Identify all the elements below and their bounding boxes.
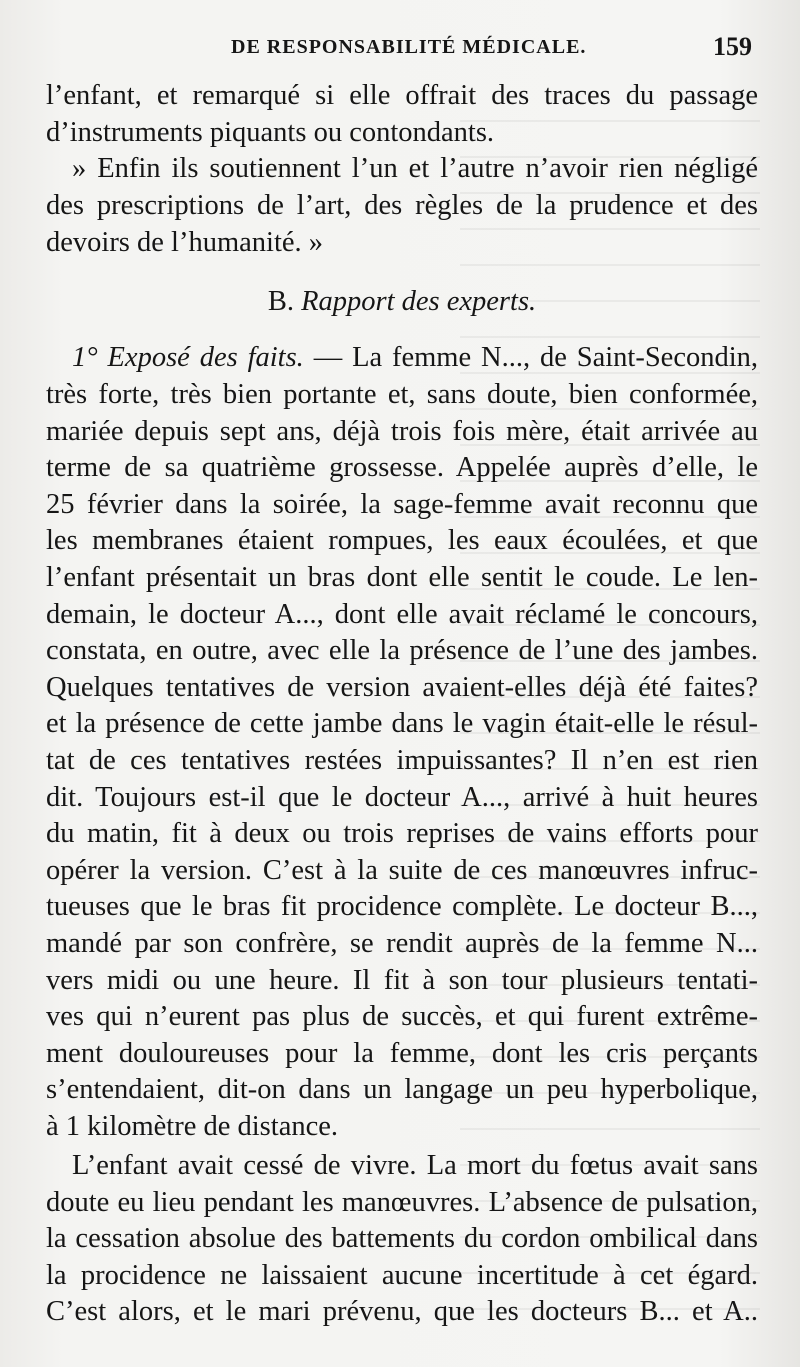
text-line: doute eu lieu pendant les manœuvres. L’absence de pulsation, <box>46 1186 758 1218</box>
section-letter: B. <box>267 286 294 317</box>
page-number: 159 <box>713 32 752 61</box>
text-line: l’enfant présentait un bras dont elle sentit le coude. Le len- <box>46 562 758 593</box>
text-line: tueuses que le bras fit procidence complète. Le docteur B..., <box>46 891 758 923</box>
text-line: dit. Toujours est-il que le docteur A..., arrivé à huit heures <box>46 781 758 813</box>
text-line: mandé par son confrère, se rendit auprès de la femme N... <box>46 928 758 959</box>
text-line: très forte, très bien portante et, sans doute, bien conformée, <box>46 379 758 410</box>
text-line: L’enfant avait cessé de vivre. La mort du fœtus avait sans <box>72 1150 758 1181</box>
subsection-label: 1° Exposé des faits. <box>72 342 304 373</box>
text-line: la cessation absolue des battements du cordon ombilical dans <box>46 1223 758 1255</box>
text-line: ment douloureuses pour la femme, dont les cris perçants <box>46 1037 758 1069</box>
text-line: C’est alors, et le mari prévenu, que les docteurs B... et A.. <box>46 1296 758 1328</box>
section-heading <box>46 284 758 320</box>
text-line: ves qui n’eurent pas plus de succès, et qui furent extrême- <box>46 1001 758 1033</box>
text-line: devoirs de l’humanité. » <box>46 227 324 258</box>
text-line: Quelques tentatives de version avaient-elles déjà été faites? <box>46 671 758 703</box>
text-line: terme de sa quatrième grossesse. Appelée auprès d’elle, le <box>46 452 758 484</box>
text-line: à 1 kilomètre de distance. <box>46 1111 339 1142</box>
text-line: demain, le docteur A..., dont elle avait réclamé le concours, <box>46 598 758 630</box>
text-line: la procidence ne laissaient aucune incertitude à cet égard. <box>46 1259 758 1291</box>
page-header <box>46 32 752 72</box>
running-head: DE RESPONSABILITÉ MÉDICALE. <box>231 36 587 58</box>
section-title: Rapport des experts. <box>301 286 537 317</box>
text-line: vers midi ou une heure. Il fit à son tour plusieurs tentati- <box>46 964 758 996</box>
subsection-text: — La femme N..., de Saint-Secondin, <box>313 342 759 373</box>
text-line: les membranes étaient rompues, les eaux écoulées, et que <box>46 525 758 557</box>
subsection-line <box>46 340 758 376</box>
text-line: opérer la version. C’est à la suite de ces manœuvres infruc- <box>46 854 758 886</box>
text-line: » Enfin ils soutiennent l’un et l’autre n’avoir rien négligé <box>72 153 758 184</box>
text-line: mariée depuis sept ans, déjà trois fois mère, était arrivée au <box>46 415 758 447</box>
text-line: tat de ces tentatives restées impuissantes? Il n’en est rien <box>46 745 758 776</box>
text-line: d’instruments piquants ou contondants. <box>46 117 495 148</box>
text-line: constata, en outre, avec elle la présence de l’une des jambes. <box>46 635 758 667</box>
text-line: et la présence de cette jambe dans le vagin était-elle le résul- <box>46 708 758 740</box>
text-line: du matin, fit à deux ou trois reprises de vains efforts pour <box>46 818 758 850</box>
text-line: 25 février dans la soirée, la sage-femme avait reconnu que <box>46 488 758 520</box>
text-line: s’entendaient, dit-on dans un langage un peu hyperbolique, <box>46 1074 758 1106</box>
text-line: l’enfant, et remarqué si elle offrait des traces du passage <box>46 80 758 111</box>
text-line: des prescriptions de l’art, des règles de la prudence et des <box>46 190 758 221</box>
